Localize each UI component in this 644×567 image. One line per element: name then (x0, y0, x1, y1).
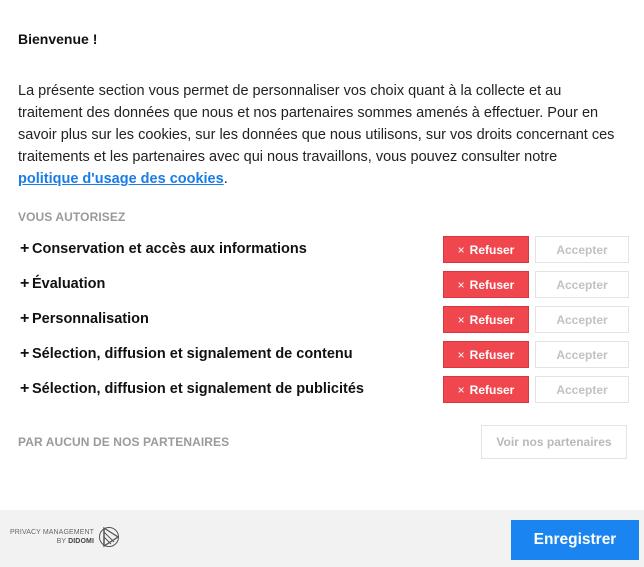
didomi-logo-icon (98, 526, 120, 548)
plus-icon: + (20, 275, 30, 292)
purpose-label: Sélection, diffusion et signalement de publicités (32, 381, 364, 397)
didomi-branding[interactable] (10, 526, 120, 548)
partners-section-label: PAR AUCUN DE NOS PARTENAIRES (18, 435, 230, 449)
brand-name: DIDOMI (68, 538, 94, 545)
refuse-button-label: Refuser (469, 312, 515, 327)
accept-button-label: Accepter (556, 312, 608, 327)
modal-title: Bienvenue ! (18, 31, 98, 47)
purpose-row (18, 306, 630, 334)
plus-icon: + (20, 240, 30, 257)
purpose-expand-toggle[interactable] (20, 310, 149, 328)
purpose-label: Conservation et accès aux informations (32, 241, 307, 257)
accept-button[interactable] (535, 341, 629, 368)
refuse-button-label: Refuser (469, 347, 515, 362)
close-icon: × (457, 347, 465, 362)
view-partners-button[interactable] (481, 425, 627, 459)
purpose-row (18, 341, 630, 369)
save-button-label: Enregistrer (533, 531, 617, 548)
modal-footer (0, 510, 644, 567)
intro-text: La présente section vous permet de personnaliser vos choix quant à la collecte et au traitement des données que nous et nos partenaires sommes amenés à effectuer. Pour en savoir plus sur les cookies, sur les données que nous utilisons, sur vos droits concernant ces traitements et les partenaires avec qui nous travaillons, vous pouvez consulter notre (18, 83, 615, 165)
purpose-label: Évaluation (32, 276, 106, 292)
plus-icon: + (20, 345, 30, 362)
purpose-label: Sélection, diffusion et signalement de contenu (32, 346, 353, 362)
accept-button[interactable] (535, 376, 629, 403)
brand-text (10, 528, 94, 546)
purpose-expand-toggle[interactable] (20, 240, 307, 258)
view-partners-label: Voir nos partenaires (496, 435, 612, 449)
brand-by: BY (56, 538, 69, 545)
intro-trailing: . (223, 171, 228, 187)
refuse-button-label: Refuser (469, 382, 515, 397)
purpose-expand-toggle[interactable] (20, 380, 364, 398)
refuse-button[interactable] (443, 306, 529, 333)
refuse-button-label: Refuser (469, 277, 515, 292)
refuse-button[interactable] (443, 236, 529, 263)
accept-button-label: Accepter (556, 277, 608, 292)
purpose-row (18, 236, 630, 264)
refuse-button[interactable] (443, 341, 529, 368)
brand-line1: PRIVACY MANAGEMENT (10, 529, 94, 536)
accept-button-label: Accepter (556, 382, 608, 397)
cookie-policy-link[interactable]: politique d'usage des cookies (18, 171, 224, 187)
refuse-button[interactable] (443, 376, 529, 403)
plus-icon: + (20, 380, 30, 397)
close-icon: × (457, 312, 465, 327)
purpose-expand-toggle[interactable] (20, 275, 105, 293)
accept-button-label: Accepter (556, 347, 608, 362)
purpose-label: Personnalisation (32, 311, 149, 327)
purpose-row (18, 271, 630, 299)
accept-button[interactable] (535, 271, 629, 298)
save-button[interactable] (511, 520, 639, 560)
accept-button[interactable] (535, 306, 629, 333)
authorize-section-label: VOUS AUTORISEZ (18, 210, 126, 224)
close-icon: × (457, 242, 465, 257)
purpose-expand-toggle[interactable] (20, 345, 353, 363)
accept-button-label: Accepter (556, 242, 608, 257)
close-icon: × (457, 382, 465, 397)
purpose-row (18, 376, 630, 404)
plus-icon: + (20, 310, 30, 327)
close-icon: × (457, 277, 465, 292)
refuse-button-label: Refuser (469, 242, 515, 257)
intro-paragraph (18, 80, 618, 190)
refuse-button[interactable] (443, 271, 529, 298)
accept-button[interactable] (535, 236, 629, 263)
